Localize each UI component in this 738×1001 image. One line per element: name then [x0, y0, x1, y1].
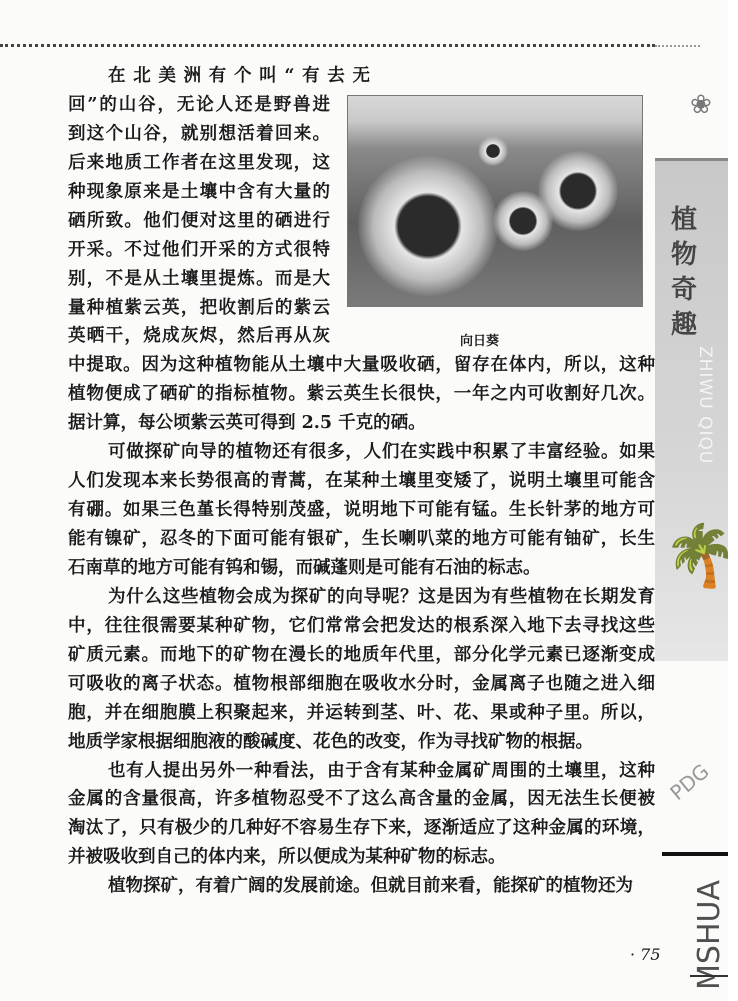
text-line: 石南草的地方可能有钨和锡，而碱蓬则是可能有石油的标志。 — [68, 557, 541, 578]
page-number: · 75 — [630, 945, 661, 964]
text-line: 植物探矿，有着广阔的发展前途。但就目前来看，能探矿的植物还为 — [108, 876, 633, 897]
text-line: 有硼。如果三色堇长得特别茂盛，说明地下可能有锰。生长针茅的地方可 — [68, 500, 655, 521]
floral-ornament-icon: ❀ — [690, 90, 712, 120]
title-char: 植 — [670, 205, 697, 235]
section-pinyin: ZHIWU QIQU — [695, 346, 715, 465]
text-line: 也有人提出另外一种看法，由于含有某种金属矿周围的土壤里，这种 — [108, 760, 655, 781]
text-line: 并被吸收到自己的体内来，所以便成为某种矿物的标志。 — [68, 847, 506, 868]
section-title — [669, 203, 699, 343]
text-line: 人们发现本来长势很高的青蒿，在某种土壤里变矮了，说明土壤里可能含 — [68, 471, 655, 492]
text-line: 植物便成了硒矿的指标植物。紫云英生长很快，一年之内可收割好几次。 — [68, 384, 655, 405]
text-line: 胞，并在细胞膜上积聚起来，并运转到茎、叶、花、果或种子里。所以， — [68, 702, 655, 723]
text-line: 中提取。因为这种植物能从土壤中大量吸收硒，留存在体内，所以，这种 — [68, 355, 655, 376]
section-side-band — [655, 158, 738, 661]
title-char: 趣 — [670, 310, 697, 340]
top-dotted-rule — [0, 44, 655, 47]
text-line: 中，往往很需要某种矿物，它们常常会把发达的根系深入地下去寻找这些 — [68, 615, 655, 636]
text-line: 回”的山谷，无论人还是野兽进 — [68, 94, 330, 115]
text-line: 量种植紫云英，把收割后的紫云 — [68, 297, 330, 318]
text-line: 可吸收的离子状态。植物根部细胞在吸收水分时，金属离子也随之进入细 — [68, 673, 655, 694]
text-line: 金属的含量很高，许多植物忍受不了这么高含量的金属，因无法生长便被 — [68, 789, 655, 810]
text-line: 为什么这些植物会成为探矿的向导呢？这是因为有些植物在长期发育 — [108, 586, 655, 607]
title-char: 奇 — [670, 275, 697, 305]
text-line: 到这个山谷，就别想活着回来。 — [68, 123, 330, 144]
text-line: 据计算，每公顷紫云英可得到 2.5 千克的硒。 — [68, 413, 426, 434]
text-line: 后来地质工作者在这里发现，这 — [68, 152, 330, 173]
title-char: 物 — [670, 240, 697, 270]
photo-caption: 向日葵 — [460, 334, 500, 349]
watermark: MSHUA — [692, 880, 727, 990]
text-line: 种现象原来是土壤中含有大量的 — [68, 181, 330, 202]
text-line: 能有镍矿，忍冬的下面可能有银矿，生长喇叭菜的地方可能有铀矿，长生 — [68, 529, 655, 549]
text-line: 淘汰了，只有极少的几种好不容易生存下来，逐渐适应了这种金属的环境， — [68, 818, 655, 839]
text-line: 在北美洲有个叫“有去无 — [108, 66, 370, 86]
text-line: 地质学家根据细胞液的酸碱度、花色的改变，作为寻找矿物的根据。 — [68, 731, 593, 752]
text-line: 别，不是从土壤里提炼。而是大 — [68, 268, 330, 289]
text-line: 矿质元素。而地下的矿物在漫长的地质年代里，部分化学元素已逐渐变成 — [68, 644, 655, 665]
body-text — [68, 62, 655, 901]
palm-tree-icon: 🌴 — [663, 521, 738, 591]
top-dotted-rule-right — [655, 45, 700, 47]
text-line: 英晒干，烧成灰烬，然后再从灰 — [68, 326, 330, 347]
text-line: 硒所致。他们便对这里的硒进行 — [68, 210, 330, 231]
margin-rule — [662, 852, 728, 856]
text-line: 开采。不过他们开采的方式很特 — [68, 239, 330, 260]
text-line: 可做探矿向导的植物还有很多，人们在实践中积累了丰富经验。如果 — [108, 442, 655, 463]
watermark-pdg: PDG — [665, 758, 714, 806]
